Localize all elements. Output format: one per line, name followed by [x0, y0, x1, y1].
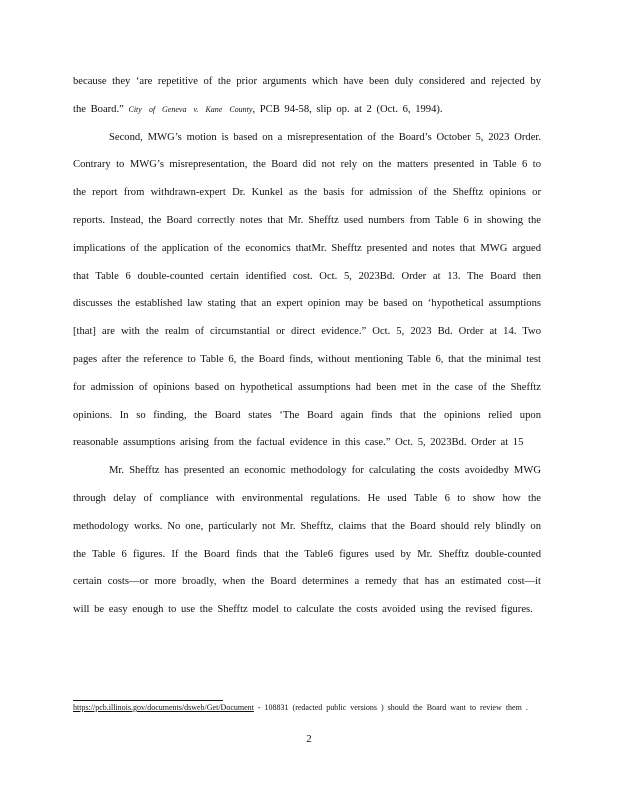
footnote-text: (redacted public versions ) should the Board want to review them . — [292, 703, 528, 712]
paragraph-1 — [73, 68, 541, 124]
paragraph-2: Second, MWG’s motion is based on a misrepresentation of the Board’s October 5, 2023 Order. Contrary to MWG’s misrepresentation, the Board did not rely on the matters presented in Table 6 to the report from withdrawn-expert Dr. Kunkel as the basis for admission of the Shefftz opinions or reports. Instead, the Board correctly notes that Mr. Shefftz used numbers from Table 6 in showing the implications of the application of the economics thatMr. Shefftz presented and notes that MWG argued that Table 6 double-counted certain identified cost. Oct. 5, 2023Bd. Order at 13. The Board then discusses the established law stating that an expert opinion may be based on ‘hypothetical assumptions [that] are with the realm of circumstantial or direct evidence.” Oct. 5, 2023 Bd. Order at 14. Two pages after the reference to Table 6, the Board finds, without mentioning Table 6, that the minimal test for admission of opinions based on hypothetical assumptions had been met in the case of the Shefftz opinions. In so finding, the Board states ‘The Board again finds that the opinions relied upon reasonable assumptions arising from the factual evidence in this case.” Oct. 5, 2023Bd. Order at 15 — [73, 131, 541, 449]
paragraph-1-text: because they ‘are repetitive of the prior arguments which have been duly considered and rejected by the Board.” — [73, 76, 541, 115]
paragraph-3: Mr. Shefftz has presented an economic methodology for calculating the costs avoidedby MWG through delay of compliance with environmental regulations. He used Table 6 to show how the methodology works. No one, particularly not Mr. Shefftz, claims that the Board should rely blindly on the Table 6 figures. If the Board finds that the Table6 figures used by Mr. Shefftz double-counted certain costs—or more broadly, when the Board determines a remedy that has an estimated cost—it will be easy enough to use the Shefftz model to calculate the costs avoided using the revised figures. — [73, 465, 541, 616]
footnote — [73, 703, 533, 713]
body-text — [73, 68, 541, 624]
footnote-doc-number: - 108831 — [257, 703, 289, 712]
case-citation: City of Geneva v. Kane County — [128, 104, 253, 114]
footnote-url[interactable]: https://pcb.illinois.gov/documents/dsweb/Get/Document — [73, 703, 254, 712]
paragraph-1-citation-tail: , PCB 94-58, slip op. at 2 (Oct. 6, 1994). — [252, 103, 443, 115]
footnote-divider — [73, 700, 223, 701]
page-number: 2 — [306, 733, 312, 745]
